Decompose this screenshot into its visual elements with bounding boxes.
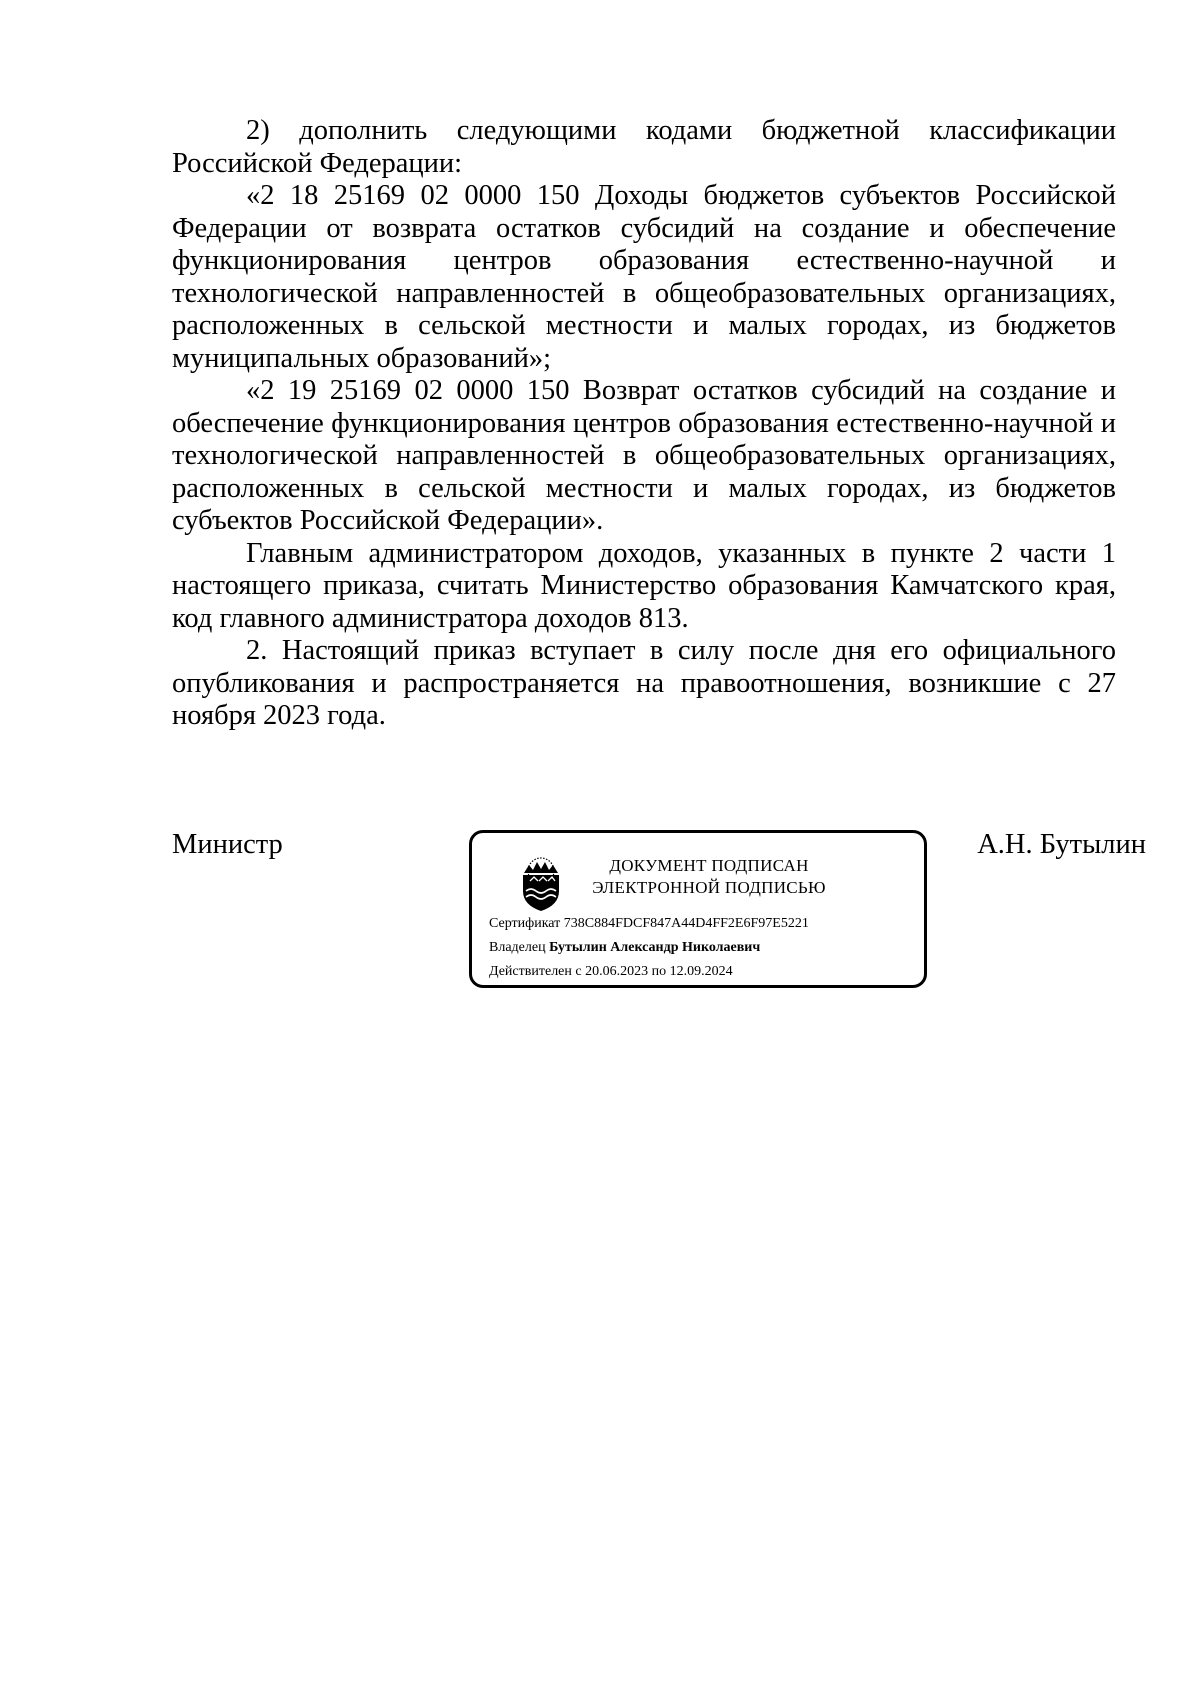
signatory-name: А.Н. Бутылин [977, 829, 1146, 860]
electronic-signature-stamp [469, 830, 927, 988]
paragraph-amendment-item: 2) дополнить следующими кодами бюджетной классификации Российской Федерации: [172, 115, 1116, 179]
stamp-heading-line1: ДОКУМЕНТ ПОДПИСАН [609, 856, 809, 875]
stamp-owner-line [489, 939, 760, 957]
valid-from-date: 20.06.2023 [585, 964, 649, 979]
stamp-heading-line2: ЭЛЕКТРОННОЙ ПОДПИСЬЮ [592, 878, 826, 897]
kamchatka-coat-of-arms-icon [510, 851, 572, 913]
certificate-value: 738C884FDCF847A44D4FF2E6F97E5221 [563, 916, 809, 931]
paragraph-code-2-18: «2 18 25169 02 0000 150 Доходы бюджетов субъектов Российской Федерации от возврата остатков субсидий на создание и обеспечение функционирования центров образования естественно-научной и технологической направленностей в общеобразовательных организациях, расположенных в сельской местности и малых городах, из бюджетов муниципальных образований»; [172, 180, 1116, 374]
paragraph-code-2-19: «2 19 25169 02 0000 150 Возврат остатков субсидий на создание и обеспечение функционирования центров образования естественно-научной и технологической направленностей в общеобразовательных организациях, расположенных в сельской местности и малых городах, из бюджетов субъектов Российской Федерации». [172, 375, 1116, 536]
paragraph-administrator: Главным администратором доходов, указанных в пункте 2 части 1 настоящего приказа, считать Министерство образования Камчатского края, код главного администратора доходов 813. [172, 537, 1116, 634]
certificate-label: Сертификат [489, 916, 561, 931]
valid-from-prefix: с [575, 964, 582, 979]
valid-to-date: 12.09.2024 [669, 964, 733, 979]
owner-value: Бутылин Александр Николаевич [549, 940, 761, 955]
paragraph-effective-date: 2. Настоящий приказ вступает в силу после дня его официального опубликования и распространяется на правоотношения, возникшие с 27 ноября 2023 года. [172, 635, 1116, 731]
document-body [172, 115, 1116, 733]
signatory-position: Министр [172, 829, 283, 860]
valid-label: Действителен [489, 964, 572, 979]
owner-label: Владелец [489, 940, 546, 955]
stamp-certificate-line [489, 915, 809, 933]
valid-to-prefix: по [651, 964, 667, 979]
stamp-heading [584, 855, 834, 899]
stamp-validity-line [489, 963, 733, 981]
